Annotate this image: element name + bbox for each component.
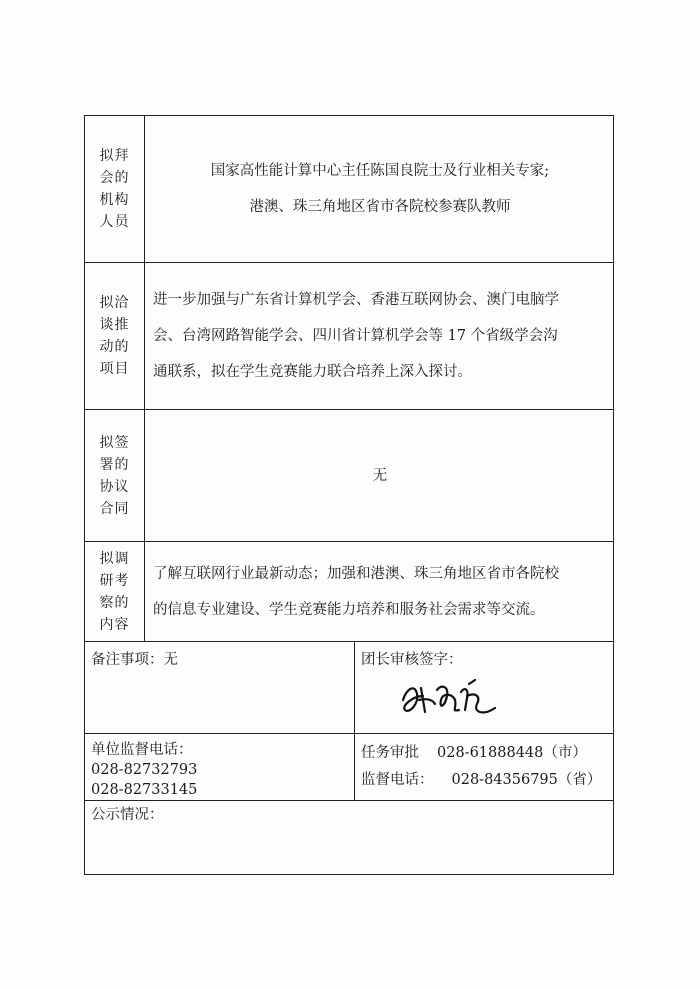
task-approval-label: 任务审批 bbox=[361, 745, 419, 761]
label-visit-people: 拟拜会的机构人员 bbox=[99, 148, 130, 230]
publicity-cell bbox=[85, 801, 613, 876]
monitor-line bbox=[361, 767, 613, 794]
label-research: 拟调研考察的内容 bbox=[99, 550, 130, 633]
content-visit-people bbox=[145, 116, 613, 262]
label-projects: 拟洽谈推动的项目 bbox=[99, 295, 130, 377]
leader-signature-cell bbox=[355, 642, 613, 733]
label-agreements: 拟签署的协议合同 bbox=[99, 434, 130, 517]
projects-line-1: 进一步加强与广东省计算机学会、香港互联网协会、澳门电脑学 bbox=[153, 292, 559, 308]
row-projects bbox=[85, 263, 613, 410]
label-cell bbox=[85, 116, 145, 262]
projects-line-2: 会、台湾网路智能学会、四川省计算机学会等 17 个省级学会沟 bbox=[153, 328, 558, 344]
unit-phone-1: 028-82732793 bbox=[91, 762, 198, 778]
row-publicity bbox=[85, 801, 613, 876]
row-remarks-signature bbox=[85, 642, 613, 734]
unit-supervision-label: 单位监督电话： bbox=[91, 742, 193, 758]
remarks-text: 备注事项：无 bbox=[91, 652, 178, 668]
leader-sign-label: 团长审核签字： bbox=[361, 652, 463, 668]
content-projects bbox=[145, 263, 613, 409]
application-form-table bbox=[84, 115, 614, 875]
visit-people-line-1: 国家高性能计算中心主任陈国良院士及行业相关专家; bbox=[210, 163, 550, 179]
row-supervision bbox=[85, 734, 613, 801]
remarks-cell bbox=[85, 642, 355, 733]
row-research bbox=[85, 542, 613, 642]
unit-phone-2: 028-82733145 bbox=[91, 782, 198, 798]
label-cell bbox=[85, 263, 145, 409]
research-line-2: 的信息专业建设、学生竞赛能力培养和服务社会需求等交流。 bbox=[153, 601, 545, 618]
agreements-value: 无 bbox=[372, 467, 388, 484]
unit-supervision-cell bbox=[85, 734, 355, 800]
row-agreements bbox=[85, 410, 613, 542]
label-cell bbox=[85, 542, 145, 641]
handwritten-signature bbox=[395, 670, 505, 722]
research-line-1: 了解互联网行业最新动态；加强和港澳、珠三角地区省市各院校 bbox=[153, 565, 559, 582]
row-visit-people bbox=[85, 116, 613, 263]
task-approval-phone: 028-61888448（市） bbox=[437, 745, 587, 761]
projects-line-3: 通联系，拟在学生竞赛能力联合培养上深入探讨。 bbox=[153, 364, 472, 380]
content-research bbox=[145, 542, 613, 641]
label-cell bbox=[85, 410, 145, 541]
task-approval-line bbox=[361, 740, 613, 767]
approval-phones-cell bbox=[355, 734, 613, 800]
content-agreements bbox=[145, 410, 613, 541]
publicity-label: 公示情况： bbox=[91, 807, 164, 823]
monitor-phone: 028-84356795（省） bbox=[451, 772, 602, 788]
visit-people-line-2: 港澳、珠三角地区省市各院校参赛队教师 bbox=[249, 199, 511, 215]
monitor-label: 监督电话： bbox=[361, 772, 434, 788]
